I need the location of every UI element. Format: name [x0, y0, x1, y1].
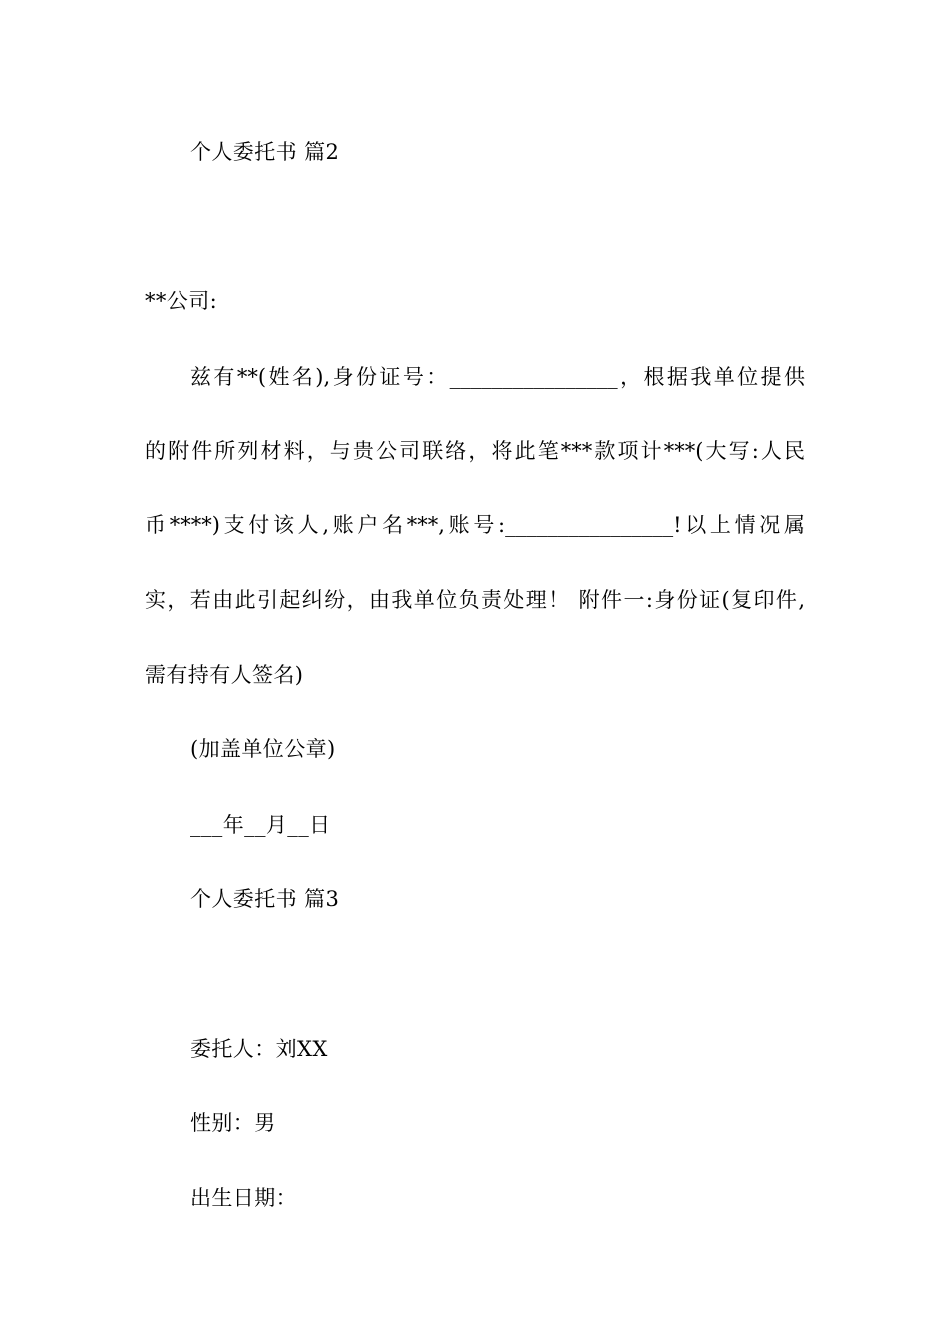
seal-note: (加盖单位公章) — [190, 737, 336, 761]
body-line: 币****)支付该人,账户名***,账号:________________!以上情况属 — [145, 513, 805, 537]
body-line: 需有持有人签名) — [145, 663, 304, 687]
body-line: 兹有**(姓名),身份证号：________________，根据我单位提供 — [190, 365, 805, 389]
field-line: 性别：男 — [190, 1111, 276, 1135]
date-line: ___年__月__日 — [190, 813, 331, 837]
field-line: 委托人：刘XX — [190, 1037, 328, 1061]
field-line: 出生日期： — [190, 1186, 297, 1210]
section-heading: 个人委托书 篇2 — [190, 140, 340, 164]
body-line: 实，若由此引起纠纷，由我单位负责处理！ 附件一:身份证(复印件, — [145, 588, 805, 612]
body-line: 的附件所列材料，与贵公司联络，将此笔***款项计***(大写:人民 — [145, 439, 805, 463]
salutation: **公司: — [145, 289, 218, 313]
section-heading: 个人委托书 篇3 — [190, 887, 340, 911]
